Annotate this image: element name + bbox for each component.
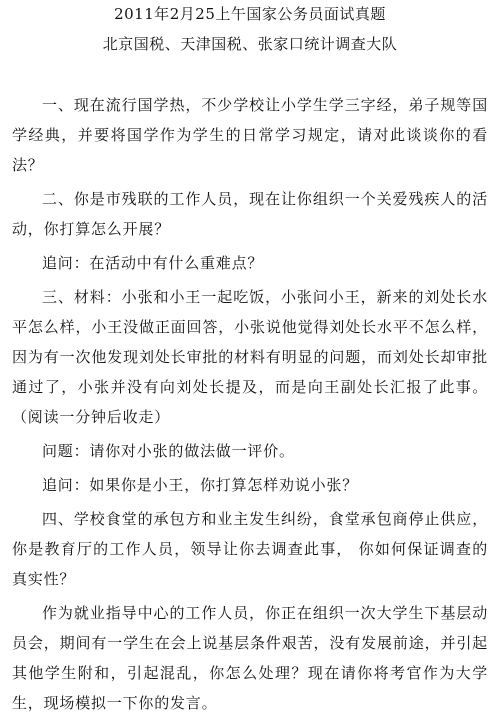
question-two-followup: 追问：在活动中有什么重难点？ [42, 254, 264, 272]
question-three-question: 问题：请你对小张的做法做一评价。 [42, 442, 295, 460]
question-three-material: 三、材料：小张和小王一起吃饭，小张问小王，新来的刘处长水平怎么样，小王没做正面回答，小张说他觉得刘处长水平不怎么样，因为有一次他发现刘处长审批的材料有明显的问题，而刘处长却审批通过了，小张并没有向刘处长提及，而是向王副处长汇报了此事。（阅读一分钟后收走） [12, 288, 488, 426]
question-five-paragraph: 作为就业指导中心的工作人员，你正在组织一次大学生下基层动员会，期间有一学生在会上说基层条件艰苦，没有发展前途，并引起其他学生附和，引起混乱，你怎么处理？现在请你将考官作为大学生，现场模拟一下你的发言。 [12, 604, 488, 712]
question-three-followup: 追问：如果你是小王，你打算怎样劝说小张？ [42, 476, 359, 494]
question-four-paragraph: 四、学校食堂的承包方和业主发生纠纷，食堂承包商停止供应，你是教育厅的工作人员，领导让你去调查此事， 你如何保证调查的真实性？ [12, 510, 488, 588]
question-two-paragraph: 二、你是市残联的工作人员，现在让你组织一个关爱残疾人的活动，你打算怎么开展？ [12, 190, 488, 238]
question-one-paragraph: 一、现在流行国学热，不少学校让小学生学三字经，弟子规等国学经典，并要将国学作为学生的日常学习规定，请对此谈谈你的看法？ [12, 96, 488, 174]
document-body [12, 90, 488, 718]
document-subtitle: 北京国税、天津国税、张家口统计调查大队 [102, 35, 398, 53]
document-title: 2011年2月25上午国家公务员面试真题 [114, 5, 386, 23]
